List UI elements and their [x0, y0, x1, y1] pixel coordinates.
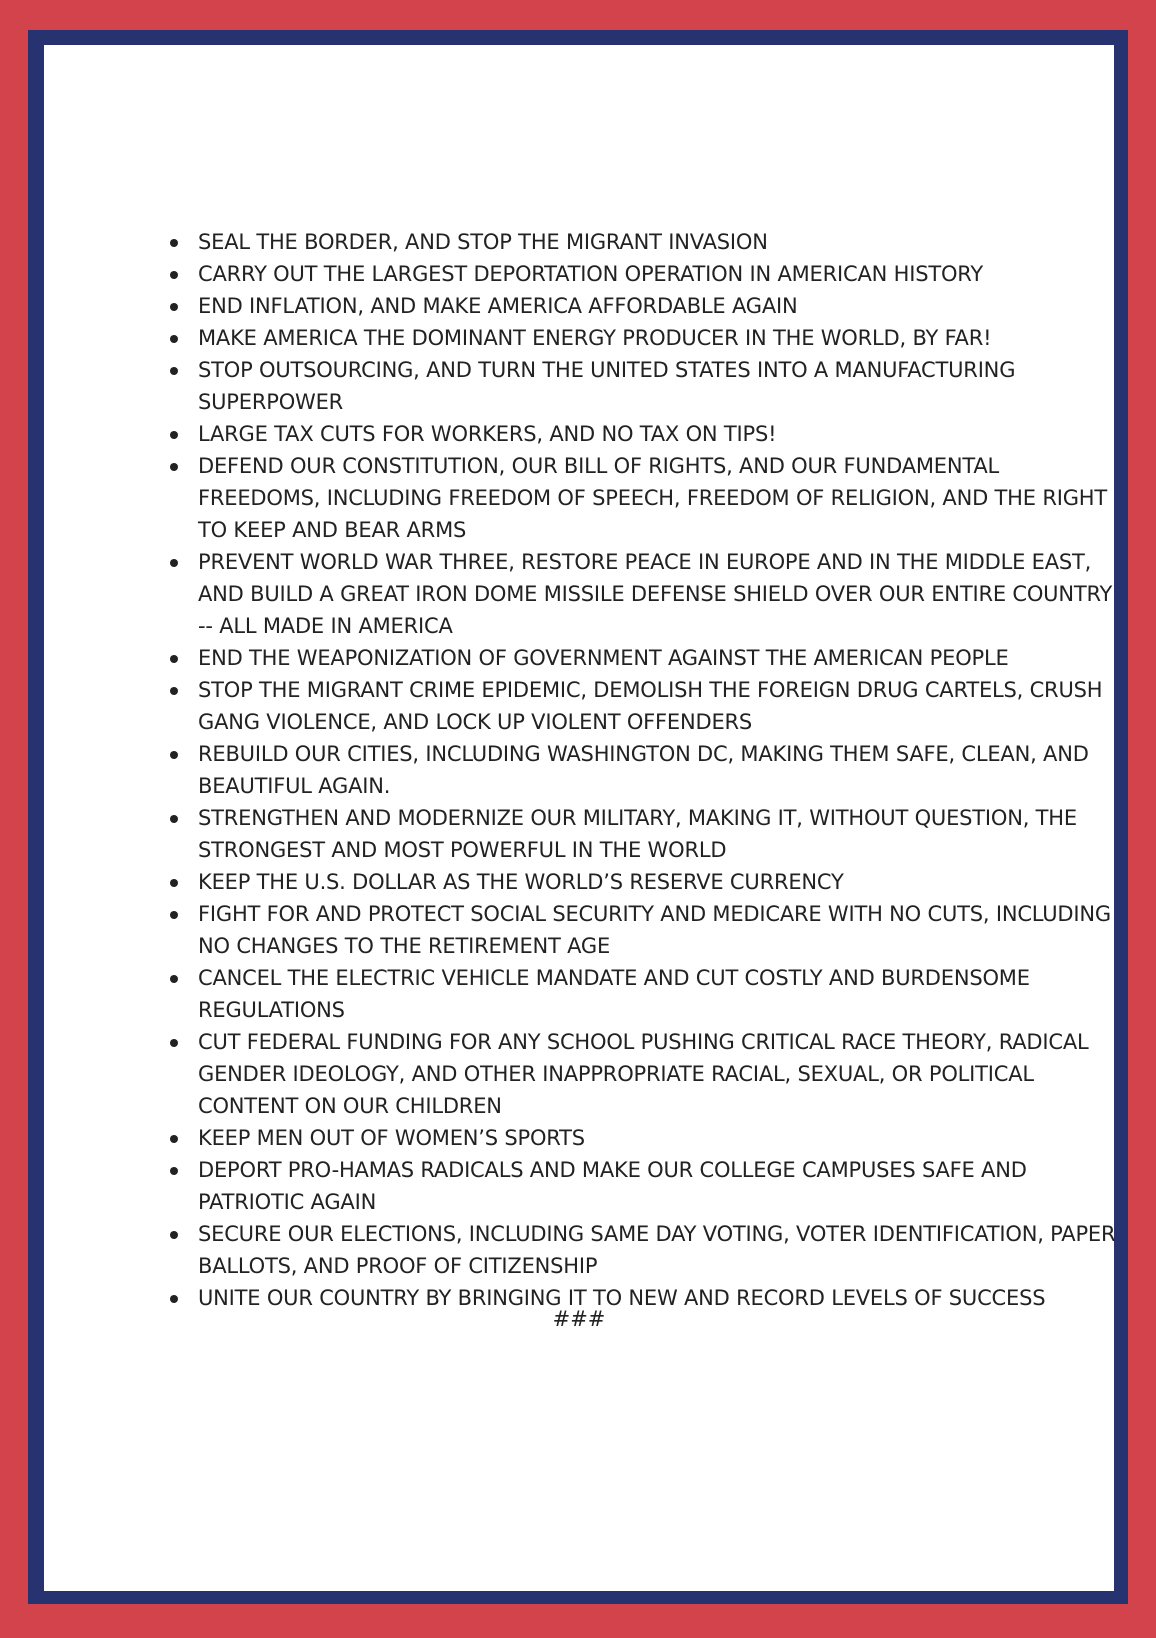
list-item: STOP OUTSOURCING, AND TURN THE UNITED STATES INTO A MANUFACTURING SUPERPOWER: [198, 354, 1116, 418]
list-item: CANCEL THE ELECTRIC VEHICLE MANDATE AND CUT COSTLY AND BURDENSOME REGULATIONS: [198, 962, 1116, 1026]
list-item: DEFEND OUR CONSTITUTION, OUR BILL OF RIGHTS, AND OUR FUNDAMENTAL FREEDOMS, INCLUDING FREEDOM OF SPEECH, FREEDOM OF RELIGION, AND THE RIGHT TO KEEP AND BEAR ARMS: [198, 450, 1116, 546]
list-item: DEPORT PRO-HAMAS RADICALS AND MAKE OUR COLLEGE CAMPUSES SAFE AND PATRIOTIC AGAIN: [198, 1154, 1116, 1218]
list-item: STOP THE MIGRANT CRIME EPIDEMIC, DEMOLISH THE FOREIGN DRUG CARTELS, CRUSH GANG VIOLENCE, AND LOCK UP VIOLENT OFFENDERS: [198, 674, 1116, 738]
list-item: FIGHT FOR AND PROTECT SOCIAL SECURITY AND MEDICARE WITH NO CUTS, INCLUDING NO CHANGES TO THE RETIREMENT AGE: [198, 898, 1116, 962]
list-item: END INFLATION, AND MAKE AMERICA AFFORDABLE AGAIN: [198, 290, 1116, 322]
list-item: LARGE TAX CUTS FOR WORKERS, AND NO TAX ON TIPS!: [198, 418, 1116, 450]
list-item: KEEP THE U.S. DOLLAR AS THE WORLD’S RESERVE CURRENCY: [198, 866, 1116, 898]
list-item: STRENGTHEN AND MODERNIZE OUR MILITARY, MAKING IT, WITHOUT QUESTION, THE STRONGEST AND MOST POWERFUL IN THE WORLD: [198, 802, 1116, 866]
list-item: KEEP MEN OUT OF WOMEN’S SPORTS: [198, 1122, 1116, 1154]
list-item: REBUILD OUR CITIES, INCLUDING WASHINGTON DC, MAKING THEM SAFE, CLEAN, AND BEAUTIFUL AGAIN.: [198, 738, 1116, 802]
end-mark: ###: [552, 1307, 606, 1331]
platform-list: [126, 226, 1116, 1314]
list-item: CUT FEDERAL FUNDING FOR ANY SCHOOL PUSHING CRITICAL RACE THEORY, RADICAL GENDER IDEOLOGY, AND OTHER INAPPROPRIATE RACIAL, SEXUAL, OR POLITICAL CONTENT ON OUR CHILDREN: [198, 1026, 1116, 1122]
list-item: MAKE AMERICA THE DOMINANT ENERGY PRODUCER IN THE WORLD, BY FAR!: [198, 322, 1116, 354]
list-item: PREVENT WORLD WAR THREE, RESTORE PEACE IN EUROPE AND IN THE MIDDLE EAST, AND BUILD A GREAT IRON DOME MISSILE DEFENSE SHIELD OVER OUR ENTIRE COUNTRY -- ALL MADE IN AMERICA: [198, 546, 1116, 642]
list-item: CARRY OUT THE LARGEST DEPORTATION OPERATION IN AMERICAN HISTORY: [198, 258, 1116, 290]
list-item: SEAL THE BORDER, AND STOP THE MIGRANT INVASION: [198, 226, 1116, 258]
document-page: [44, 45, 1114, 1591]
list-item: SECURE OUR ELECTIONS, INCLUDING SAME DAY VOTING, VOTER IDENTIFICATION, PAPER BALLOTS, AND PROOF OF CITIZENSHIP: [198, 1218, 1116, 1282]
list-item: END THE WEAPONIZATION OF GOVERNMENT AGAINST THE AMERICAN PEOPLE: [198, 642, 1116, 674]
list-item: UNITE OUR COUNTRY BY BRINGING IT TO NEW AND RECORD LEVELS OF SUCCESS: [198, 1282, 1116, 1314]
